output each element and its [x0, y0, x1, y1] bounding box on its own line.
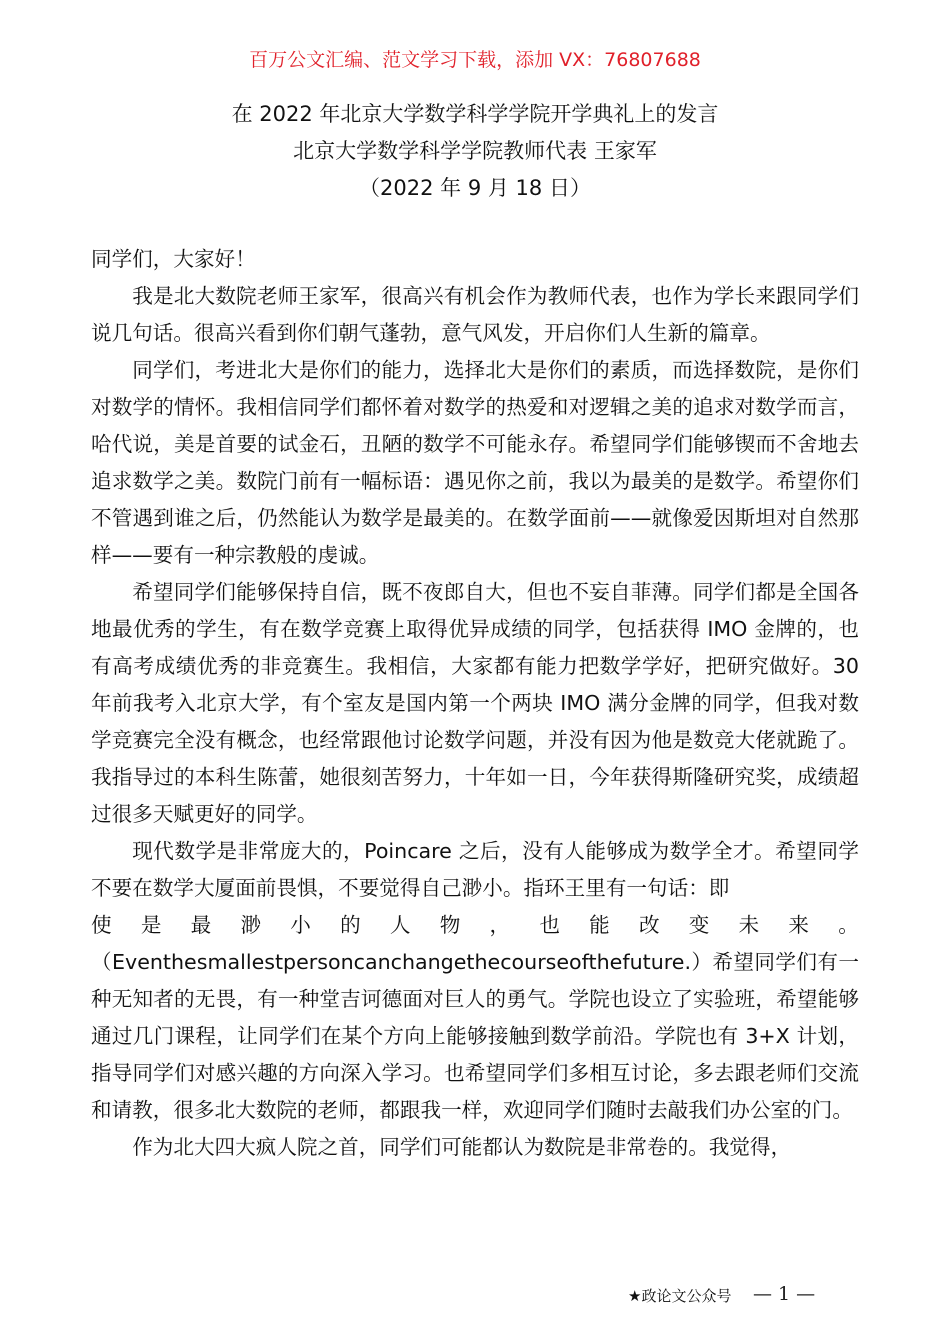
page-number: — 1 —	[753, 1283, 816, 1305]
quote-char: 小	[290, 913, 311, 937]
quote-char: 是	[140, 913, 162, 937]
paragraph: 同学们，考进北大是你们的能力，选择北大是你们的素质，而选择数院，是你们对数学的情怀。我相信同学们都怀着对数学的热爱和对逻辑之美的追求对数学而言，哈代说，美是首要的试金石，丑陋的数学不可能永存。希望同学们能够锲而不舍地去追求数学之美。数院门前有一幅标语：遇见你之前，我以为最美的是数学。希望你们不管遇到谁之后，仍然能认为数学是最美的。在数学面前——就像爱因斯坦对自然那样——要有一种宗教般的虔诚。	[91, 358, 859, 567]
document-date: （2022 年 9 月 18 日）	[359, 176, 591, 200]
quote-char: ，	[489, 913, 511, 937]
paragraph: （Eventhesmallestpersoncanchangethecourseofthefuture.）希望同学们有一种无知者的无畏，有一种堂吉诃德面对巨人的勇气。学院也设立了实验班，希望能够通过几门课程，让同学们在某个方向上能够接触到数学前沿。学院也有 3+X 计划，指导同学们对感兴趣的方向深入学习。也希望同学们多相互讨论，多去跟老师们交流和请教，很多北大数院的老师，都跟我一样，欢迎同学们随时去敲我们办公室的门。	[91, 950, 859, 1122]
quote-char: 。	[838, 913, 859, 937]
promo-banner: 百万公文汇编、范文学习下载，添加 VX：76807688	[249, 49, 701, 71]
quote-char: 渺	[240, 913, 262, 937]
quote-char: 人	[389, 913, 411, 937]
document-title: 在 2022 年北京大学数学科学学院开学典礼上的发言	[231, 102, 719, 126]
quote-char: 改	[638, 913, 660, 937]
quote-char: 物	[439, 913, 461, 937]
paragraph: 现代数学是非常庞大的，Poincare 之后，没有人能够成为数学全才。希望同学不要在数学大厦面前畏惧，不要觉得自己渺小。指环王里有一句话：即	[91, 839, 859, 900]
quote-char: 最	[190, 913, 212, 937]
quote-char: 也	[539, 913, 560, 937]
title-block	[0, 96, 950, 207]
quote-char: 来	[788, 913, 809, 937]
spread-quote-line	[91, 907, 859, 944]
paragraph: 我是北大数院老师王家军，很高兴有机会作为教师代表，也作为学长来跟同学们说几句话。很高兴看到你们朝气蓬勃，意气风发，开启你们人生新的篇章。	[91, 284, 859, 345]
quote-char: 未	[738, 913, 760, 937]
quote-char: 的	[340, 913, 361, 937]
document-body	[91, 241, 859, 1166]
greeting: 同学们，大家好！	[91, 247, 256, 271]
paragraph: 希望同学们能够保持自信，既不夜郎自大，但也不妄自菲薄。同学们都是全国各地最优秀的学生，有在数学竞赛上取得优异成绩的同学，包括获得 IMO 金牌的，也有高考成绩优秀的非竞赛生。我相信，大家都有能力把数学学好，把研究做好。30 年前我考入北京大学，有个室友是国内第一个两块 IMO 满分金牌的同学，但我对数学竞赛完全没有概念，也经常跟他讨论数学问题，并没有因为他是数竞大佬就跪了。我指导过的本科生陈蕾，她很刻苦努力，十年如一日，今年获得斯隆研究奖，成绩超过很多天赋更好的同学。	[91, 580, 859, 826]
quote-char: 变	[688, 913, 710, 937]
paragraph: 作为北大四大疯人院之首，同学们可能都认为数院是非常卷的。我觉得，	[132, 1135, 792, 1159]
quote-char: 能	[589, 913, 610, 937]
author-line: 北京大学数学科学学院教师代表 王家军	[293, 139, 657, 163]
quote-char: 使	[91, 913, 112, 937]
footer-source: ★政论文公众号	[628, 1287, 732, 1305]
